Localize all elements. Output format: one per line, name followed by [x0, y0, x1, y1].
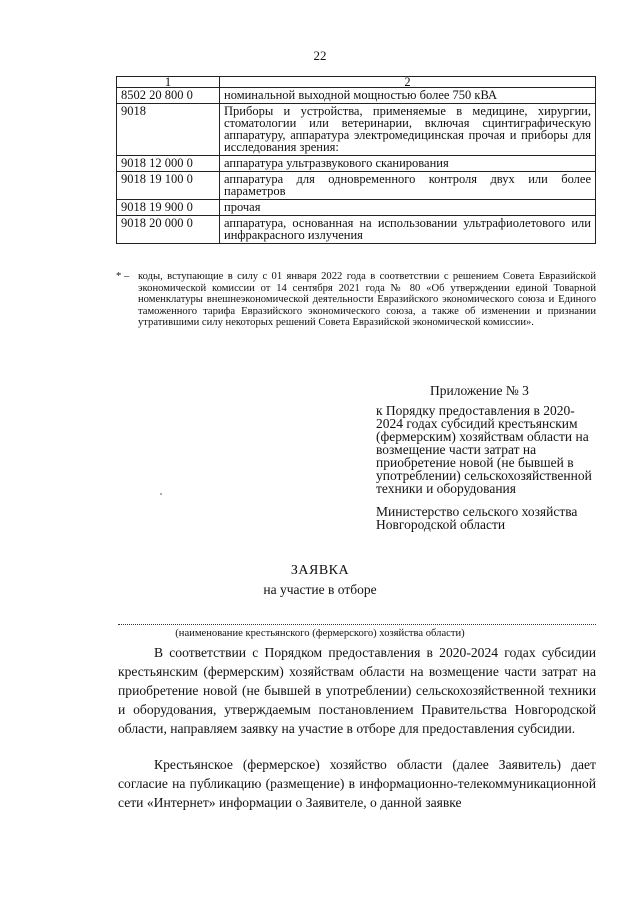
table-row — [117, 216, 596, 244]
scan-dot — [160, 493, 162, 495]
table-row — [117, 104, 596, 156]
farm-name-hint: (наименование крестьянского (фермерского) хозяйства области) — [175, 628, 465, 639]
table-row — [117, 156, 596, 172]
farm-name-fill-line[interactable] — [118, 624, 596, 625]
application-subtitle: на участие в отборе — [263, 582, 377, 597]
table-row — [117, 200, 596, 216]
body-paragraph-2 — [118, 755, 596, 812]
table-row — [117, 88, 596, 104]
recipient-ministry: Министерство сельского хозяйства Новгородской области — [376, 504, 578, 532]
footnote-text: коды, вступающие в силу с 01 января 2022 года в соответствии с решением Совета Евразийской экономической комиссии от 14 сентября 2021 года № 80 «Об утверждении единой Товарной номенклатуры внешнеэкономической деятельности Евразийского экономического союза и Единого таможенного тарифа Евразийского экономического союза, а также об изменении и признании утратившими силу некоторых решений Совета Евразийской экономической комиссии». — [138, 271, 596, 329]
row-code: 9018 19 100 0 — [117, 172, 220, 200]
column-header-code: 1 — [117, 77, 220, 88]
appendix-body: к Порядку предоставления в 2020-2024 годах субсидий крестьянским (фермерским) хозяйствам области на возмещение части затрат на приобретение новой (не бывшей в употреблении) сельскохозяйственной техники и оборудования — [376, 403, 592, 496]
table-row — [117, 172, 596, 200]
appendix-title: Приложение № 3 — [430, 383, 529, 398]
row-description: аппаратура для одновременного контроля двух или более параметров — [220, 172, 596, 200]
row-description: аппаратура ультразвукового сканирования — [220, 156, 596, 172]
row-description: Приборы и устройства, применяемые в медицине, хирургии, стоматологии или ветеринарии, включая сцинтиграфическую аппаратуру, аппаратура электромедицинская прочая и приборы для исследования зрения: — [220, 104, 596, 156]
footnote-mark: * – — [116, 271, 130, 282]
paragraph-text: В соответствии с Порядком предоставления в 2020-2024 годах субсидии крестьянским (фермерским) хозяйствам области на возмещение части затрат на приобретение новой (не бывшей в употреблении) сельскохозяйственной техники и оборудования, утверждаемым постановлением Правительства Новгородской области, направляем заявку на участие в отборе для предоставления субсидии. — [118, 645, 596, 736]
table-header-row — [117, 77, 596, 88]
row-code: 9018 19 900 0 — [117, 200, 220, 216]
application-title: ЗАЯВКА — [290, 563, 350, 578]
row-code: 8502 20 800 0 — [117, 88, 220, 104]
row-description: аппаратура, основанная на использовании ультрафиолетового или инфракрасного излучения — [220, 216, 596, 244]
row-code: 9018 20 000 0 — [117, 216, 220, 244]
column-header-description: 2 — [220, 77, 596, 88]
row-description: прочая — [220, 200, 596, 216]
footnote — [116, 271, 596, 329]
row-code: 9018 12 000 0 — [117, 156, 220, 172]
row-code: 9018 — [117, 104, 220, 156]
body-paragraph-1 — [118, 643, 596, 738]
customs-codes-table — [116, 76, 596, 244]
row-description: номинальной выходной мощностью более 750 кВА — [220, 88, 596, 104]
paragraph-text: Крестьянское (фермерское) хозяйство области (далее Заявитель) дает согласие на публикацию (размещение) в информационно-телекоммуникационной сети «Интернет» информации о Заявителе, о данной заявке — [118, 757, 596, 810]
page-number: 22 — [313, 48, 327, 63]
